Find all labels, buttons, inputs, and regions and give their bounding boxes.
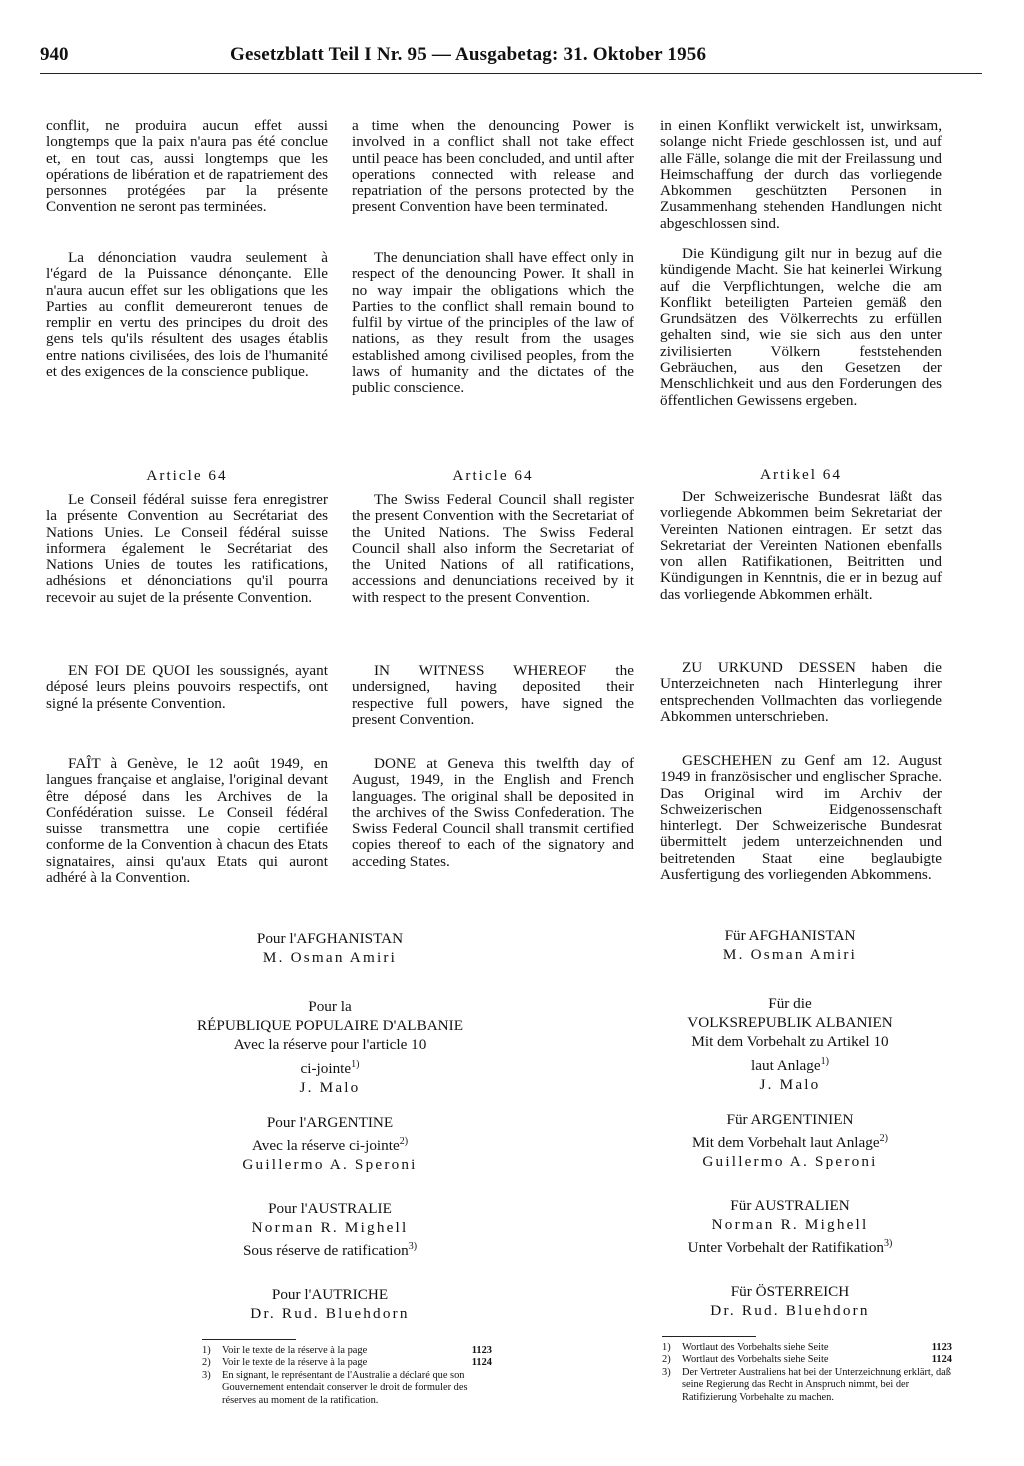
footnote: 3) En signant, le représentant de l'Australie a déclaré que son Gouvernement entendait conserver le droit de formuler des réserves au moment de la ratification. (202, 1369, 468, 1406)
country-line: RÉPUBLIQUE POPULAIRE D'ALBANIE (197, 1017, 463, 1035)
footnote-ref[interactable]: 3) (884, 1238, 893, 1250)
reservation-line: ci-jointe$^{1)}$ (300, 1058, 360, 1077)
country-line: Für AFGHANISTAN (724, 927, 856, 944)
signatory-name: M. Osman Amiri (722, 946, 858, 964)
footnote-ref[interactable]: 2) (399, 1136, 409, 1148)
signatory-name: Dr. Rud. Bluehdorn (710, 1302, 870, 1320)
en-paragraph-1: a time when the denouncing Power is involved in a conflict shall not take effect until peace has been concluded, and until after operations connected with release and repatriation of the persons protected by the present Convention have been terminated. (352, 117, 634, 216)
signature-block-fr-australia (150, 1199, 510, 1261)
reservation-line: Mit dem Vorbehalt laut Anlage$^{2)}$ (692, 1133, 888, 1152)
signature-block-fr-albania (150, 997, 510, 1097)
de-article-heading: Artikel 64 (759, 466, 842, 483)
page-header-title: Gesetzblatt Teil I Nr. 95 — Ausgabetag: 31. Oktober 1956 (230, 44, 707, 65)
reservation-line: Avec la réserve pour l'article 10 (233, 1036, 427, 1054)
signature-block-de-argentina (620, 1110, 960, 1172)
signature-block-de-australia (620, 1196, 960, 1258)
de-paragraph-5: GESCHEHEN zu Genf am 12. August 1949 in französischer und englischer Sprache. Das Original wird im Archiv der Schweizerischen Eidgenossenschaft hinterlegt. Der Schweizerische Bundesrat übermittelt jedem unterzeichnenden und beitretenden Staat eine beglaubigte Ausfertigung des vorliegenden Abkommens. (660, 752, 942, 884)
reservation-line: Sous réserve de ratification$^{3)}$ (242, 1241, 418, 1260)
signature-block-fr-argentina (150, 1113, 510, 1175)
country-line: Für ÖSTERREICH (730, 1283, 850, 1300)
fr-paragraph-3: Le Conseil fédéral suisse fera enregistrer la présente Convention au Secrétariat des Nations Unies. Le Conseil fédéral suisse informera également le Secrétariat des Nations Unies de toutes les ratifications, adhésions et dénonciations qu'il pourra recevoir au sujet de la présente Convention. (46, 491, 328, 606)
footnote: 1) Wortlaut des Vorbehalts siehe Seite 1123 (662, 1342, 952, 1353)
country-line: Pour l'AFGHANISTAN (256, 930, 404, 947)
fr-paragraph-4: EN FOI DE QUOI les soussignés, ayant déposé leurs pleins pouvoirs respectifs, ont signé la présente Convention. (46, 662, 328, 712)
footnotes-de (662, 1342, 952, 1404)
signature-block-de-austria (620, 1282, 960, 1320)
en-article-heading: Article 64 (452, 467, 534, 484)
country-line: Pour l'ARGENTINE (266, 1114, 394, 1131)
reservation-line: Unter Vorbehalt der Ratifikation$^{3)}$ (687, 1238, 893, 1257)
signatory-name: J. Malo (759, 1075, 821, 1093)
footnote-ref[interactable]: 1) (351, 1058, 360, 1070)
en-paragraph-4: IN WITNESS WHEREOF the undersigned, having deposited their respective full powers, have signed the present Convention. (352, 662, 634, 728)
signature-block-fr-afghanistan (150, 929, 510, 967)
reservation-line: Avec la réserve ci-jointe$^{2)}$ (251, 1136, 409, 1155)
page-number: 940 (40, 44, 69, 65)
country-line: Pour la (308, 998, 352, 1015)
fr-paragraph-1: conflit, ne produira aucun effet aussi longtemps que la paix n'aura pas été conclue et, en tout cas, aussi longtemps que les opérations de libération et de rapatriement des personnes protégées par la présente Convention ne seront pas terminées. (46, 117, 328, 216)
reservation-line: laut Anlage$^{1)}$ (751, 1055, 829, 1074)
footnote-ref[interactable]: 1) (820, 1055, 829, 1067)
header-rule (40, 73, 982, 74)
country-line: Pour l'AUTRICHE (271, 1286, 389, 1303)
en-paragraph-2: The denunciation shall have effect only in respect of the denouncing Power. It shall in no way impair the obligations which the Parties to the conflict shall remain bound to fulfil by virtue of the principles of the law of nations, as they result from the usages established among civilised peoples, from the laws of humanity and the dictates of the public conscience. (352, 249, 634, 397)
en-paragraph-3: The Swiss Federal Council shall register the present Convention with the Secretariat of the United Nations. The Swiss Federal Council shall also inform the Secretariat of the United Nations of all ratifications, accessions and denunciations received by it with respect to the present Convention. (352, 491, 634, 606)
signatory-name: Norman R. Mighell (711, 1216, 869, 1234)
footnotes-fr (202, 1345, 492, 1407)
reservation-line: Mit dem Vorbehalt zu Artikel 10 (691, 1033, 889, 1051)
signature-block-fr-austria (150, 1285, 510, 1323)
country-line: Für ARGENTINIEN (726, 1111, 854, 1128)
fr-article-heading: Article 64 (146, 467, 228, 484)
de-paragraph-1: in einen Konflikt verwickelt ist, unwirksam, solange nicht Friede geschlossen ist, und auf alle Fälle, solange die mit der Freilassung und Heimschaffung der durch das vorliegende Abkommen geschützten Personen in Zusammenhang stehenden Handlungen nicht abgeschlossen sind. (660, 117, 942, 232)
footnote-ref[interactable]: 3) (408, 1241, 418, 1253)
signature-block-de-albania (620, 994, 960, 1094)
signatory-name: M. Osman Amiri (262, 949, 398, 967)
fr-paragraph-2: La dénonciation vaudra seulement à l'égard de la Puissance dénonçante. Elle n'aura aucun effet sur les obligations que les Parties au conflit demeureront tenues de remplir en vertu des principes du droit des gens tels qu'ils résultent des usages établis entre nations civilisées, des lois de l'humanité et des exigences de la conscience publique. (46, 249, 328, 381)
signatory-name: Norman R. Mighell (251, 1219, 409, 1237)
de-paragraph-4: ZU URKUND DESSEN haben die Unterzeichneten nach Hinterlegung ihrer entsprechenden Vollmachten das vorliegende Abkommen unterschrieben. (660, 659, 942, 725)
footnote-rule-fr (202, 1339, 296, 1340)
fr-paragraph-5: FAÎT à Genève, le 12 août 1949, en langues française et anglaise, l'original devant être déposé dans les Archives de la Confédération suisse. Le Conseil fédéral suisse transmettra une copie certifiée conforme de la Convention à chacun des Etats signataires, ainsi qu'aux Etats qui auront adhéré à la Convention. (46, 755, 328, 887)
signature-block-de-afghanistan (620, 926, 960, 964)
footnote: 3) Der Vertreter Australiens hat bei der Unterzeichnung erklärt, daß seine Regierung das Recht in Anspruch nimmt, bei der Ratifizierung Vorbehalte zu machen. (662, 1366, 951, 1403)
footnote: 2) Wortlaut des Vorbehalts siehe Seite 1124 (662, 1354, 952, 1366)
signatory-name: Guillermo A. Speroni (242, 1156, 418, 1174)
signatory-name: J. Malo (299, 1078, 361, 1096)
de-paragraph-2: Die Kündigung gilt nur in bezug auf die kündigende Macht. Sie hat keinerlei Wirkung auf die Verpflichtungen, welche die am Konflikt beteiligten Parteien gemäß den Grundsätzen des Völkerrechts zu erfüllen gehalten sind, wie sie sich aus den unter zivilisierten Völkern feststehenden Gebräuchen, aus den Gesetzen der Menschlichkeit und aus den Forderungen des öffentlichen Gewissens ergeben. (660, 245, 942, 409)
country-line: Für die (768, 995, 812, 1012)
de-paragraph-3: Der Schweizerische Bundesrat läßt das vorliegende Abkommen beim Sekretariat der Vereinten Nationen eintragen. Er setzt das Sekretariat der Vereinten Nationen ebenfalls von allen Ratifikationen, Beitritten und Kündigungen in Kenntnis, die er in bezug auf das vorliegende Abkommen erhält. (660, 488, 942, 603)
country-line: Für AUSTRALIEN (730, 1197, 850, 1214)
footnote: 2) Voir le texte de la réserve à la page 1124 (202, 1357, 492, 1369)
signatory-name: Dr. Rud. Bluehdorn (250, 1305, 410, 1323)
country-line: VOLKSREPUBLIK ALBANIEN (687, 1014, 893, 1032)
footnote-ref[interactable]: 2) (879, 1133, 888, 1145)
signatory-name: Guillermo A. Speroni (702, 1153, 878, 1171)
en-paragraph-5: DONE at Geneva this twelfth day of August, 1949, in the English and French languages. The original shall be deposited in the archives of the Swiss Confederation. The Swiss Federal Council shall transmit certified copies thereof to each of the signatory and acceding States. (352, 755, 634, 870)
country-line: Pour l'AUSTRALIE (268, 1200, 392, 1217)
footnote: 1) Voir le texte de la réserve à la page 1123 (202, 1345, 492, 1356)
footnote-rule-de (662, 1336, 756, 1337)
